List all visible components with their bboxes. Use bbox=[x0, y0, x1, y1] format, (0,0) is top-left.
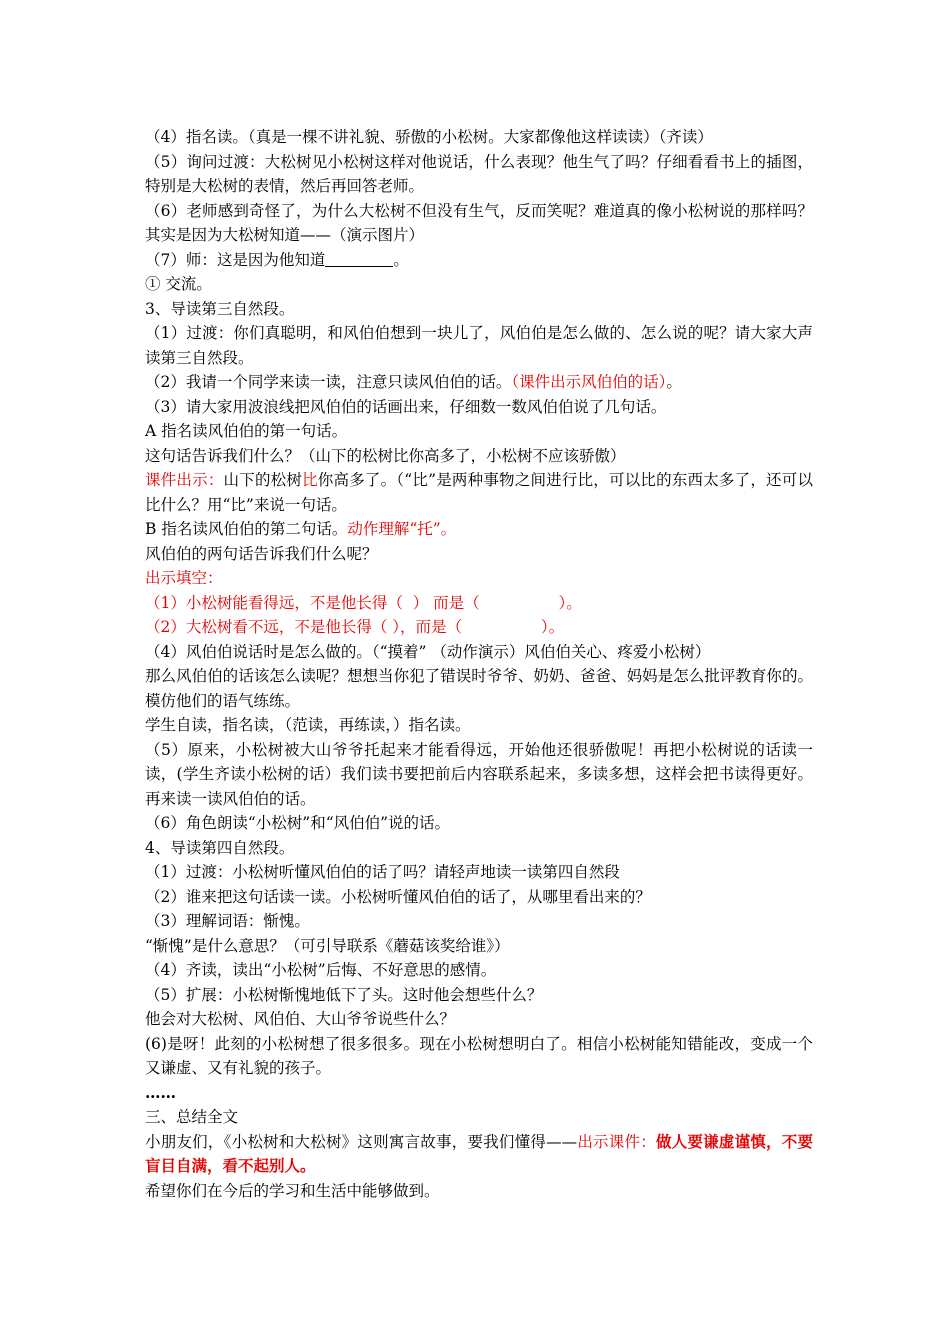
section-4-heading: 4、导读第四自然段。 bbox=[145, 838, 295, 857]
fill-in-2: （2）大松树看不远，不是他长得（ ），而是（ ）。 bbox=[145, 618, 565, 636]
para-5: （5）询问过渡：大松树见小松树这样对他说话，什么表现？他生气了吗？仔细看看书上的插图，特别是大松树的表情，然后再回答老师。 bbox=[145, 152, 813, 195]
para-courseware: 课件出示：山下的松树比你高多了。（“比”是两种事物之间进行比，可以比的东西太多了，还可以比什么？用“比”来说一句话。 bbox=[145, 471, 813, 514]
para-two-sentences: 风伯伯的两句话告诉我们什么呢？ bbox=[145, 544, 378, 563]
para-b: B 指名读风伯伯的第二句话。动作理解“托”。 bbox=[145, 520, 457, 538]
para-7: （7）师：这是因为他知道 。 bbox=[145, 250, 409, 269]
para-4-5: （5）扩展：小松树惭愧地低下了头。这时他会想些什么？ bbox=[145, 985, 543, 1004]
para-4: （4）指名读。（真是一棵不讲礼貌、骄傲的小松树。大家都像他这样读读）（齐读） bbox=[145, 128, 713, 146]
para-summary: 小朋友们，《小松树和大松树》这则寓言故事，要我们懂得——出示课件：做人要谦虚谨慎，不要盲目自满，看不起别人。 bbox=[145, 1131, 813, 1175]
fill-in-heading: 出示填空： bbox=[145, 569, 223, 587]
ellipsis: …… bbox=[145, 1082, 176, 1102]
fill-blank bbox=[325, 250, 393, 267]
para-self-read: 学生自读，指名读，（范读，再练读，）指名读。 bbox=[145, 716, 471, 734]
para-hope: 希望你们在今后的学习和生活中能够做到。 bbox=[145, 1181, 440, 1200]
para-3-2: （2）我请一个同学来读一读，注意只读风伯伯的话。（课件出示风伯伯的话）。 bbox=[145, 373, 682, 391]
para-3-1: （1）过渡：你们真聪明，和风伯伯想到一块儿了，风伯伯是怎么做的、怎么说的呢？请大家大声读第三自然段。 bbox=[145, 324, 813, 367]
para-4-4: （4）齐读，读出“小松树”后悔、不好意思的感情。 bbox=[145, 961, 497, 979]
para-3-5: （5）原来，小松树被大山爷爷托起来才能看得远，开始他还很骄傲呢！再把小松树说的话读一读，(学生齐读小松树的话）我们读书要把前后内容联系起来，多读多想，这样会把书读得更好。再来读一读风伯伯的话。 bbox=[145, 740, 813, 808]
para-3-4: （4）风伯伯说话时是怎么做的。（“摸着” （动作演示）风伯伯关心、疼爱小松树） bbox=[145, 642, 711, 661]
section-3-heading: 3、导读第三自然段。 bbox=[145, 299, 295, 318]
para-4-6: (6)是呀！此刻的小松树想了很多很多。现在小松树想明白了。相信小松树能知错能改，变成一个又谦虚、又有礼貌的孩子。 bbox=[145, 1034, 813, 1077]
para-4-1: （1）过渡：小松树听懂风伯伯的话了吗？请轻声地读一读第四自然段 bbox=[145, 863, 620, 881]
para-question: 这句话告诉我们什么？（山下的松树比你高多了，小松树不应该骄傲） bbox=[145, 446, 626, 465]
section-summary-heading: 三、总结全文 bbox=[145, 1108, 239, 1126]
para-4-2: （2）谁来把这句话读一读。小松树听懂风伯伯的话了，从哪里看出来的？ bbox=[145, 887, 651, 906]
para-4-3: （3）理解词语：惭愧。 bbox=[145, 912, 310, 930]
para-6: （6）老师感到奇怪了，为什么大松树不但没有生气，反而笑呢？难道真的像小松树说的那样吗？其实是因为大松树知道——（演示图片） bbox=[145, 201, 813, 244]
para-what-say: 他会对大松树、风伯伯、大山爷爷说些什么？ bbox=[145, 1010, 456, 1028]
para-how-read: 那么风伯伯的话该怎么读呢？想想当你犯了错误时爷爷、奶奶、爸爸、妈妈是怎么批评教育你的。模仿他们的语气练练。 bbox=[145, 667, 813, 710]
document-body bbox=[145, 125, 813, 1203]
para-a: A 指名读风伯伯的第一句话。 bbox=[145, 422, 348, 440]
para-3-3: （3）请大家用波浪线把风伯伯的话画出来，仔细数一数风伯伯说了几句话。 bbox=[145, 397, 667, 416]
para-3-6: （6）角色朗读“小松树”和“风伯伯”说的话。 bbox=[145, 814, 451, 832]
para-exchange: ① 交流。 bbox=[145, 275, 212, 293]
fill-in-1: （1）小松树能看得远，不是他长得（ ） 而是（ ）。 bbox=[145, 593, 582, 612]
courseware-note: （课件出示风伯伯的话） bbox=[511, 373, 667, 391]
para-meaning: “惭愧”是什么意思？（可引导联系《蘑菇该奖给谁》） bbox=[145, 936, 510, 955]
